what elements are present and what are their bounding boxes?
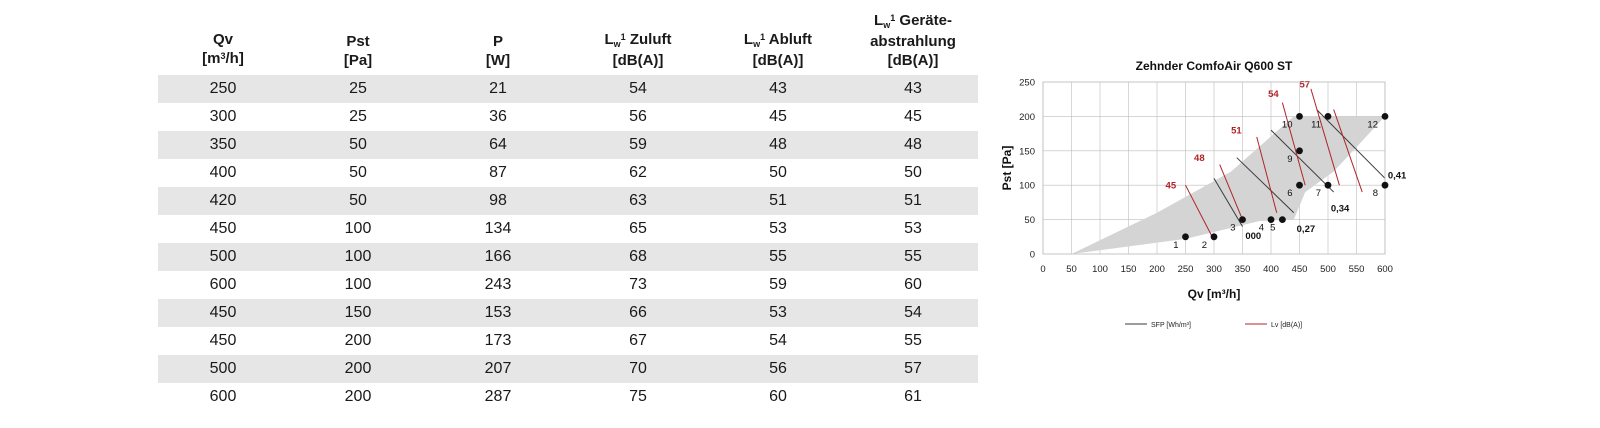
table-cell: 25 [349, 108, 367, 125]
table-row [158, 103, 978, 131]
table-cell: 150 [288, 299, 428, 327]
table-cell: 350 [158, 131, 288, 159]
header-lw-geraete [848, 0, 978, 75]
table-cell: 287 [484, 388, 512, 405]
table-row [158, 75, 978, 103]
y-tick-label: 150 [1019, 146, 1035, 158]
table-cell: 200 [288, 355, 428, 383]
table-cell: 100 [344, 276, 372, 293]
table-row [158, 243, 978, 271]
table-cell: 450 [209, 332, 237, 349]
table-cell: 59 [568, 131, 708, 159]
table-cell: 134 [484, 220, 512, 237]
table-cell: 48 [848, 131, 978, 159]
chart-title: Zehnder ComfoAir Q600 ST [1135, 59, 1293, 73]
table-cell: 68 [568, 243, 708, 271]
table-cell: 600 [209, 388, 237, 405]
lv-label: 45 [1165, 180, 1177, 192]
table-cell: 200 [344, 388, 372, 405]
table-cell: 45 [904, 108, 922, 125]
table-cell: 61 [904, 388, 922, 405]
operating-point-label: 5 [1270, 222, 1276, 234]
operating-point [1279, 216, 1286, 223]
table-cell: 55 [904, 332, 922, 349]
header-lw-zuluft-title: $L_w^1$ Zuluft [604, 31, 672, 49]
x-axis-label: Qv [m³/h] [1187, 287, 1241, 301]
table-row [158, 327, 978, 355]
table-cell: 500 [158, 243, 288, 271]
header-pst-unit: [Pa] [343, 52, 373, 69]
operating-point-label: 7 [1315, 188, 1321, 200]
table-cell: 73 [629, 276, 647, 293]
table-row [158, 215, 978, 243]
x-tick-label: 150 [1120, 264, 1137, 275]
operating-point-label: 2 [1201, 239, 1207, 251]
table-cell: 67 [629, 332, 647, 349]
table-cell: 60 [904, 276, 922, 293]
x-tick-label: 550 [1348, 264, 1365, 275]
table-cell: 54 [848, 299, 978, 327]
x-tick-label: 600 [1377, 264, 1393, 275]
table-cell: 51 [708, 187, 848, 215]
legend-label: SFP [Wh/m³] [1151, 322, 1191, 329]
table-cell: 57 [848, 355, 978, 383]
x-tick-label: 450 [1291, 264, 1308, 275]
table-cell: 100 [288, 243, 428, 271]
table-row [158, 299, 978, 327]
table-cell: 50 [904, 164, 922, 181]
table-row [158, 383, 978, 411]
header-lw-abluft [708, 0, 848, 75]
data-table [158, 0, 978, 411]
operating-point [1325, 113, 1332, 120]
table-cell: 59 [769, 276, 787, 293]
operating-point-label: 10 [1281, 119, 1293, 131]
table-cell: 400 [209, 164, 237, 181]
table-cell: 55 [848, 243, 978, 271]
table-cell: 62 [629, 164, 647, 181]
lv-label: 51 [1231, 125, 1242, 137]
table-cell: 420 [158, 187, 288, 215]
table-cell: 207 [428, 355, 568, 383]
table-cell: 63 [568, 187, 708, 215]
sfp-label: 0,34 [1330, 203, 1350, 215]
header-p-unit: [W] [485, 52, 511, 69]
table-cell: 36 [489, 108, 507, 125]
operating-point [1182, 233, 1189, 240]
header-pst-title: Pst [346, 33, 370, 50]
header-lw-abluft-title: $L_w^1$ Abluft [743, 31, 813, 49]
lv-label: 57 [1299, 79, 1311, 91]
operating-point [1211, 233, 1218, 240]
operating-point [1325, 182, 1332, 189]
table-cell: 243 [484, 276, 512, 293]
x-tick-label: 300 [1206, 264, 1222, 275]
x-tick-label: 500 [1320, 264, 1336, 275]
table-cell: 50 [349, 164, 367, 181]
operating-point [1239, 216, 1246, 223]
table-cell: 300 [209, 108, 237, 125]
table-cell: 53 [708, 299, 848, 327]
table-cell: 43 [708, 75, 848, 103]
operating-point-label: 3 [1230, 222, 1236, 234]
operating-point-label: 11 [1311, 119, 1321, 131]
header-qv-unit: $[m^3/h]$ [202, 50, 244, 67]
table-cell: 87 [489, 164, 507, 181]
y-tick-label: 250 [1019, 77, 1035, 89]
x-tick-label: 50 [1066, 264, 1077, 275]
header-p [428, 0, 568, 75]
performance-chart [1000, 40, 1407, 340]
lv-label: 48 [1194, 153, 1205, 165]
table-cell: 53 [769, 220, 787, 237]
operating-point [1296, 147, 1303, 154]
operating-point-label: 6 [1287, 188, 1293, 200]
table-cell: 98 [428, 187, 568, 215]
table-cell: 60 [769, 388, 787, 405]
table-cell: 48 [708, 131, 848, 159]
operating-point-label: 8 [1372, 188, 1378, 200]
table-cell: 153 [428, 299, 568, 327]
x-tick-label: 350 [1234, 264, 1251, 275]
table-cell: 50 [288, 131, 428, 159]
table-cell: 54 [568, 75, 708, 103]
table-cell: 50 [769, 164, 787, 181]
header-qv-title: Qv [212, 31, 233, 48]
sfp-label: 0,41 [1387, 170, 1407, 182]
table-cell: 25 [288, 75, 428, 103]
x-tick-label: 100 [1092, 264, 1108, 275]
y-tick-label: 100 [1019, 180, 1035, 192]
table-cell: 100 [344, 220, 372, 237]
table-header-row [158, 0, 978, 75]
operating-point-label: 12 [1367, 119, 1378, 131]
legend-label: Lv [dB(A)] [1271, 322, 1303, 329]
header-pst [288, 0, 428, 75]
table-cell: 200 [344, 332, 372, 349]
header-qv [158, 0, 288, 75]
header-lw-geraete-unit: [dB(A)] [887, 52, 939, 69]
table-cell: 600 [209, 276, 237, 293]
operating-point-label: 4 [1258, 222, 1264, 234]
table-cell: 66 [568, 299, 708, 327]
y-tick-label: 0 [1029, 249, 1035, 261]
table-cell: 65 [629, 220, 647, 237]
table-row [158, 271, 978, 299]
lv-label: 54 [1268, 89, 1279, 101]
table-row [158, 159, 978, 187]
x-tick-label: 250 [1177, 264, 1194, 275]
table-row [158, 131, 978, 159]
table-cell: 173 [484, 332, 512, 349]
table-row [158, 187, 978, 215]
y-tick-label: 200 [1019, 111, 1035, 123]
operating-point [1382, 182, 1389, 189]
operating-point [1296, 113, 1303, 120]
table-cell: 50 [288, 187, 428, 215]
header-lw-geraete-title2: abstrahlung [870, 33, 956, 50]
header-p-title: P [492, 33, 503, 50]
x-tick-label: 200 [1149, 264, 1165, 275]
operating-point [1382, 113, 1389, 120]
operating-point [1296, 182, 1303, 189]
x-tick-label: 0 [1040, 264, 1046, 275]
header-lw-abluft-unit: [dB(A)] [752, 52, 804, 69]
table-cell: 166 [428, 243, 568, 271]
table-cell: 45 [769, 108, 787, 125]
table-cell: 56 [629, 108, 647, 125]
table-cell: 75 [629, 388, 647, 405]
table-row [158, 355, 978, 383]
table-cell: 450 [158, 299, 288, 327]
table-cell: 55 [708, 243, 848, 271]
sfp-label: 000 [1245, 230, 1262, 242]
operating-point-label: 1 [1173, 239, 1179, 251]
table-cell: 51 [848, 187, 978, 215]
table-cell: 43 [848, 75, 978, 103]
table-cell: 64 [428, 131, 568, 159]
header-lw-zuluft-unit: [dB(A)] [612, 52, 664, 69]
sfp-label: 0,27 [1296, 223, 1316, 235]
table-cell: 450 [209, 220, 237, 237]
table-cell: 21 [428, 75, 568, 103]
x-tick-label: 400 [1263, 264, 1279, 275]
table-cell: 70 [568, 355, 708, 383]
table-cell: 500 [158, 355, 288, 383]
header-lw-zuluft [568, 0, 708, 75]
table-cell: 250 [158, 75, 288, 103]
y-axis-label: Pst [Pa] [1000, 145, 1014, 191]
table-cell: 54 [769, 332, 787, 349]
table-cell: 53 [904, 220, 922, 237]
operating-point-label: 9 [1287, 153, 1293, 165]
header-lw-geraete-title: $L_w^1$ Geräte- [874, 12, 952, 30]
y-tick-label: 50 [1024, 215, 1035, 227]
table-cell: 56 [708, 355, 848, 383]
